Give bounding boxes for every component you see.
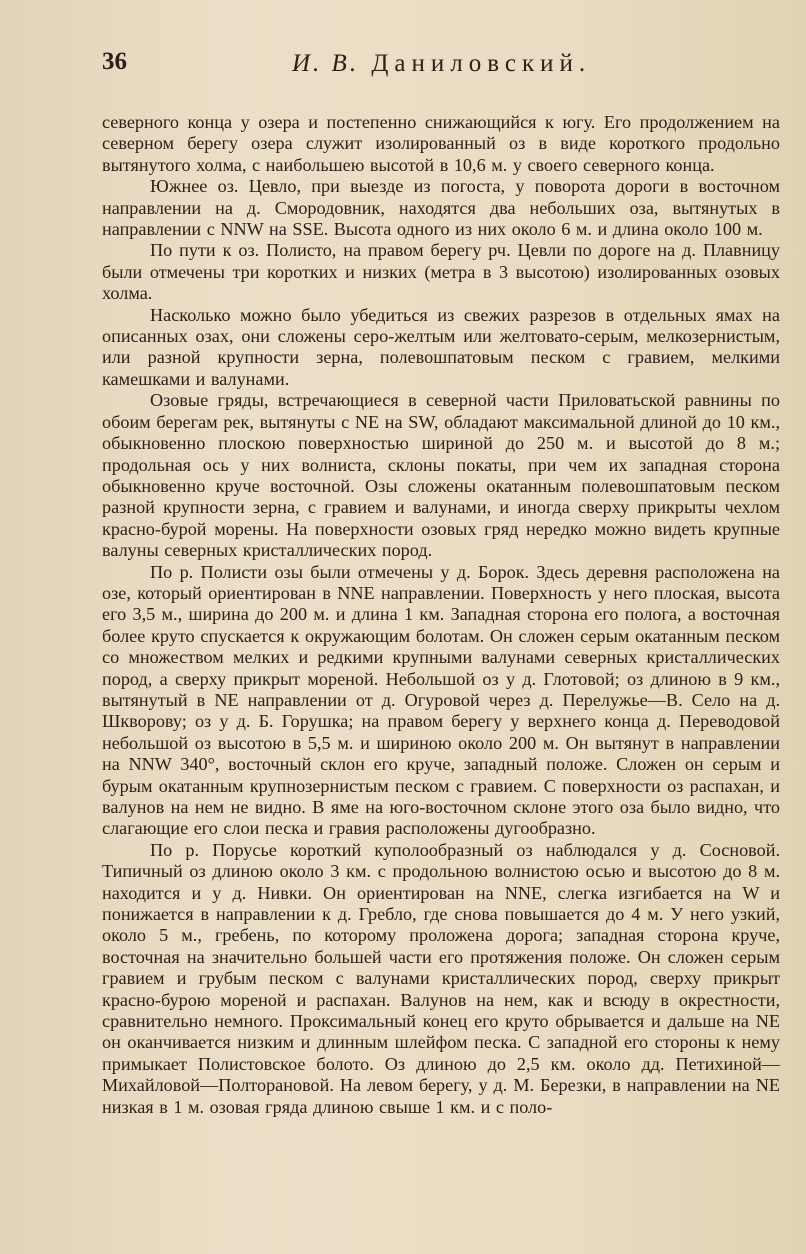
page-header bbox=[102, 46, 780, 90]
author-initials: И. В. bbox=[292, 50, 360, 77]
running-title bbox=[292, 50, 591, 78]
paragraph: северного конца у озера и постепенно снижающийся к югу. Его продолжением на северном берегу озера служит изолированный оз в виде короткого продольно вытянутого холма, с наибольшею высотой в 10,6 м. у своего северного конца. bbox=[102, 112, 780, 175]
paragraph: По р. Порусье короткий куполообразный оз наблюдался у д. Сосновой. Типичный оз длиною около 3 км. с продольною волнистою осью и высотою до 8 м. находится и у д. Нивки. Он ориентирован на NNE, слегка изгибается на W и понижается в направлении к д. Гребло, где снова повышается до 4 м. У него узкий, около 5 м., гребень, по которому проложена дорога; западная сторона круче, восточная на значительно большей части его протяжения положе. Он сложен серым гравием и грубым песком с валунами кристаллических пород, сверху прикрыт красно-бурою мореной и распахан. Валунов на нем, как и всюду в окрестности, сравнительно немного. Проксимальный конец его круто обрывается и дальше на NE он оканчивается низким и длинным шлейфом песка. С западной его стороны к нему примыкает Полистовское болото. Оз длиною до 2,5 км. около дд. Петихиной—Михайловой—Полторановой. На левом берегу, у д. М. Березки, в направлении на NE низкая в 1 м. озовая гряда длиною свыше 1 км. и с поло- bbox=[102, 839, 780, 1117]
paragraph: По р. Полисти озы были отмечены у д. Борок. Здесь деревня расположена на озе, который ориентирован в NNE направлении. Поверхность у него плоская, высота его 3,5 м., ширина до 200 м. и длина 1 км. Западная сторона его полога, а восточная более круто спускается к окружающим болотам. Он сложен серым окатанным песком со множеством мелких и редкими крупными валунами северных кристаллических пород, а сверху прикрыт мореной. Небольшой оз у д. Глотовой; оз длиною в 9 км., вытянутый в NE направлении от д. Огуровой через д. Перелужье—В. Село на д. Шкворову; оз у д. Б. Горушка; на правом берегу у верхнего конца д. Переводовой небольшой оз высотою в 5,5 м. и шириною около 200 м. Он вытянут в направлении на NNW 340°, восточный склон его круче, западный положе. Сложен он серым и бурым окатанным крупнозернистым песком с гравием. С поверхности оз распахан, и валунов на нем не видно. В яме на юго-восточном склоне этого оза было видно, что слагающие его слои песка и гравия расположены дугообразно. bbox=[102, 561, 780, 839]
author-surname: Даниловский. bbox=[371, 50, 592, 77]
paragraph: По пути к оз. Полисто, на правом берегу рч. Цевли по дороге на д. Плавницу были отмечены три коротких и низких (метра в 3 высотою) изолированных озовых холма. bbox=[102, 240, 780, 304]
body-text bbox=[102, 112, 780, 1118]
paragraph: Насколько можно было убедиться из свежих разрезов в отдельных ямах на описанных озах, они сложены серо-желтым или желтовато-серым, мелкозернистым, или разной крупности зерна, полевошпатовым песком с гравием, мелкими камешками и валунами. bbox=[102, 304, 780, 389]
paragraph: Южнее оз. Цевло, при выезде из погоста, у поворота дороги в восточном направлении на д. Смородовник, находятся два небольших оза, вытянутых в направлении с NNW на SSE. Высота одного из них около 6 м. и длина около 100 м. bbox=[102, 176, 780, 240]
paragraph: Озовые гряды, встречающиеся в северной части Приловатьской равнины по обоим берегам рек, вытянуты с NE на SW, обладают максимальной длиной до 10 км., обыкновенно плоскою поверхностью шириной до 250 м. и высотой до 8 м.; продольная ось у них волниста, склоны покаты, при чем их западная сторона обыкновенно круче восточной. Озы сложены окатанным полевошпатовым песком разной крупности зерна, с гравием и валунами, и иногда сверху прикрыты чехлом красно-бурой морены. На поверхности озовых гряд нередко можно видеть крупные валуны северных кристаллических пород. bbox=[102, 390, 780, 561]
page-number: 36 bbox=[102, 48, 127, 75]
